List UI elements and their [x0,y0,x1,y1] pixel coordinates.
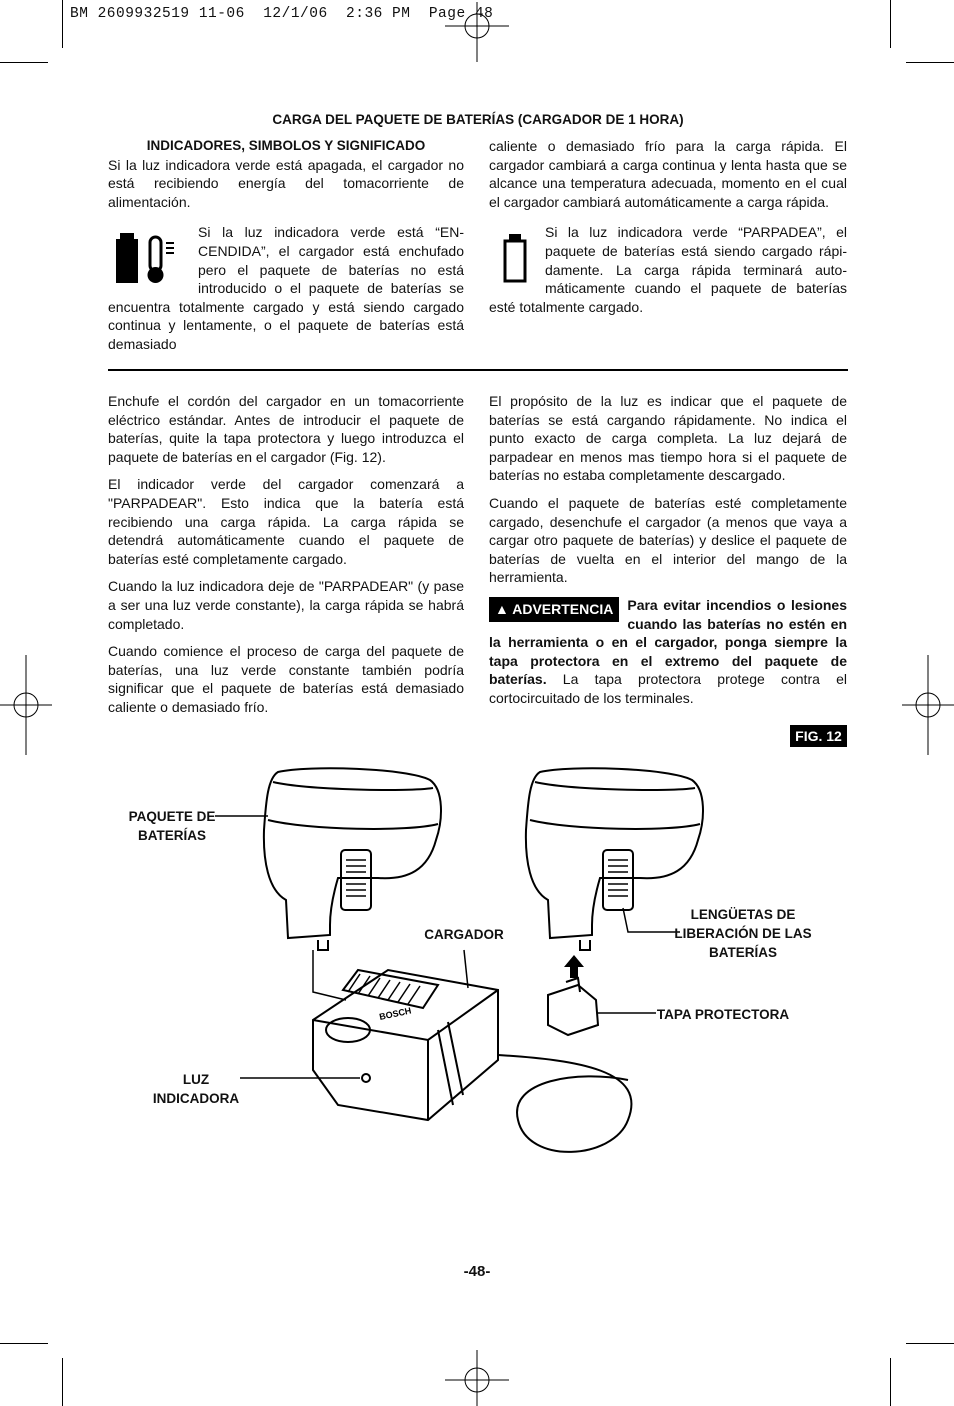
registration-mark-left [0,655,52,755]
insert-arrow-icon [564,955,584,978]
label-indicator-light: LUZ INDICADORA [152,1072,240,1106]
indicator-blink-text: Si la luz indicadora verde “PARPADEA”, el paquete de baterías está siendo cargado rápi-damente. La carga rápida terminará auto-máticamente cuando el paquete de baterías esté totalmente cargado. [489,224,847,315]
battery-pack-left [264,768,441,938]
crop-mark [906,62,954,63]
charging-right-column [489,392,847,708]
crop-mark [62,0,63,48]
section-title: CARGA DEL PAQUETE DE BATERÍAS (CARGADOR DE 1 HORA) [272,112,684,127]
indicator-on-text-cont: caliente o demasiado frío para la carga rápida. El cargador cambiará a carga continua y lenta hasta que se alcance una temperatura adecuada, momento en el cual el cargador cambiará automáticamente a carga rápida. [489,138,847,210]
print-slug: BM 2609932519 11-06 12/1/06 2:36 PM Page 48 [70,6,494,22]
charging-left-column [108,392,464,726]
label-release-tabs: LENGÜETAS DE LIBERACIÓN DE LAS BATERÍAS [674,907,812,960]
label-charger: CARGADOR [424,927,504,942]
charger-body [313,970,498,1120]
label-battery-pack: PAQUETE DE BATERÍAS [128,809,216,843]
charger-cord [498,1055,631,1152]
indicator-blink-block [489,223,847,316]
indicators-right-column [489,137,847,325]
indicators-heading: INDICADORES, SIMBOLOS Y SIGNIFICADO [146,138,426,153]
battery-thermometer-icon [108,229,192,287]
warning-triangle-icon: ▲ [495,600,509,617]
crop-mark [890,0,891,48]
paragraph: Cuando la luz indicadora deje de "PARPADEAR" (y pase a ser una luz verde constante), la carga rápida se habrá completado. [108,578,464,632]
crop-mark [0,1343,48,1344]
section-divider [108,369,848,371]
figure-badge: FIG. 12 [790,725,847,747]
indicator-off-text: Si la luz indicadora verde está apagada, el cargador no está recibiendo energía del tomacorriente de alimentación. [108,156,464,210]
paragraph: El indicador verde del cargador comenzará a "PARPADEAR". Esto indica que la batería está recibiendo una carga rápida. La carga rápida se detendrá automáticamente cuando el paquete de baterías esté completamente cargado. [108,476,464,567]
registration-mark-bottom [445,1350,509,1406]
warning-badge [489,597,619,622]
paragraph: El propósito de la luz es indicar que el paquete de baterías se está cargando rápidamente. No indica el punto exacto de carga completa. La luz dejará de parpadear en menos mas tiempo hora si el paquete de baterías no estaba completamente descargado. [489,393,847,484]
warning-block [489,596,847,708]
warning-text: La tapa protectora protege contra el cortocircuitado de los terminales. [489,671,847,706]
indicator-on-text: Si la luz indicadora verde está “EN-CENDIDA”, el cargador está enchufado pero el paquete de baterías no está introducido o el paquete de baterías se encuentra totalmente cargado y está siendo cargado continua y lentamente, o el paquete de baterías está demasiado [108,224,464,352]
crop-mark [890,1358,891,1406]
indicators-left-column [108,137,464,363]
warning-bold-text: Para evitar incendios o lesiones cuando las baterías no estén en la herramienta o en el cargador, ponga siempre la tapa protectora en el extremo del paquete de baterías. [489,596,847,688]
paragraph: Cuando comience el proceso de carga del paquete de baterías, una luz verde constante también podría significar que el paquete de baterías está demasiado caliente o demasiado frío. [108,643,464,715]
label-protective-cap: TAPA PROTECTORA [656,1007,790,1022]
crop-mark [906,1343,954,1344]
paragraph: Enchufe el cordón del cargador en un tomacorriente eléctrico estándar. Antes de introducir el paquete de baterías, quite la tapa protectora y luego introduzca el paquete de baterías en el cargador (Fig. 12). [108,393,464,465]
brand-label: BOSCH [378,1005,413,1022]
warning-badge-label: ADVERTENCIA [512,600,614,617]
registration-mark-right [902,655,954,755]
indicator-on-block [108,223,464,353]
page-number: -48- [463,1263,491,1280]
paragraph: Cuando el paquete de baterías esté completamente cargado, desenchufe el cargador (a menos que vaya a cargar otro paquete de baterías) y deslice el paquete de baterías de vuelta en el interior del mango de la herramienta. [489,494,847,586]
battery-outline-icon [489,229,539,287]
protective-cap [548,985,598,1035]
crop-mark [62,1358,63,1406]
crop-mark [0,62,48,63]
